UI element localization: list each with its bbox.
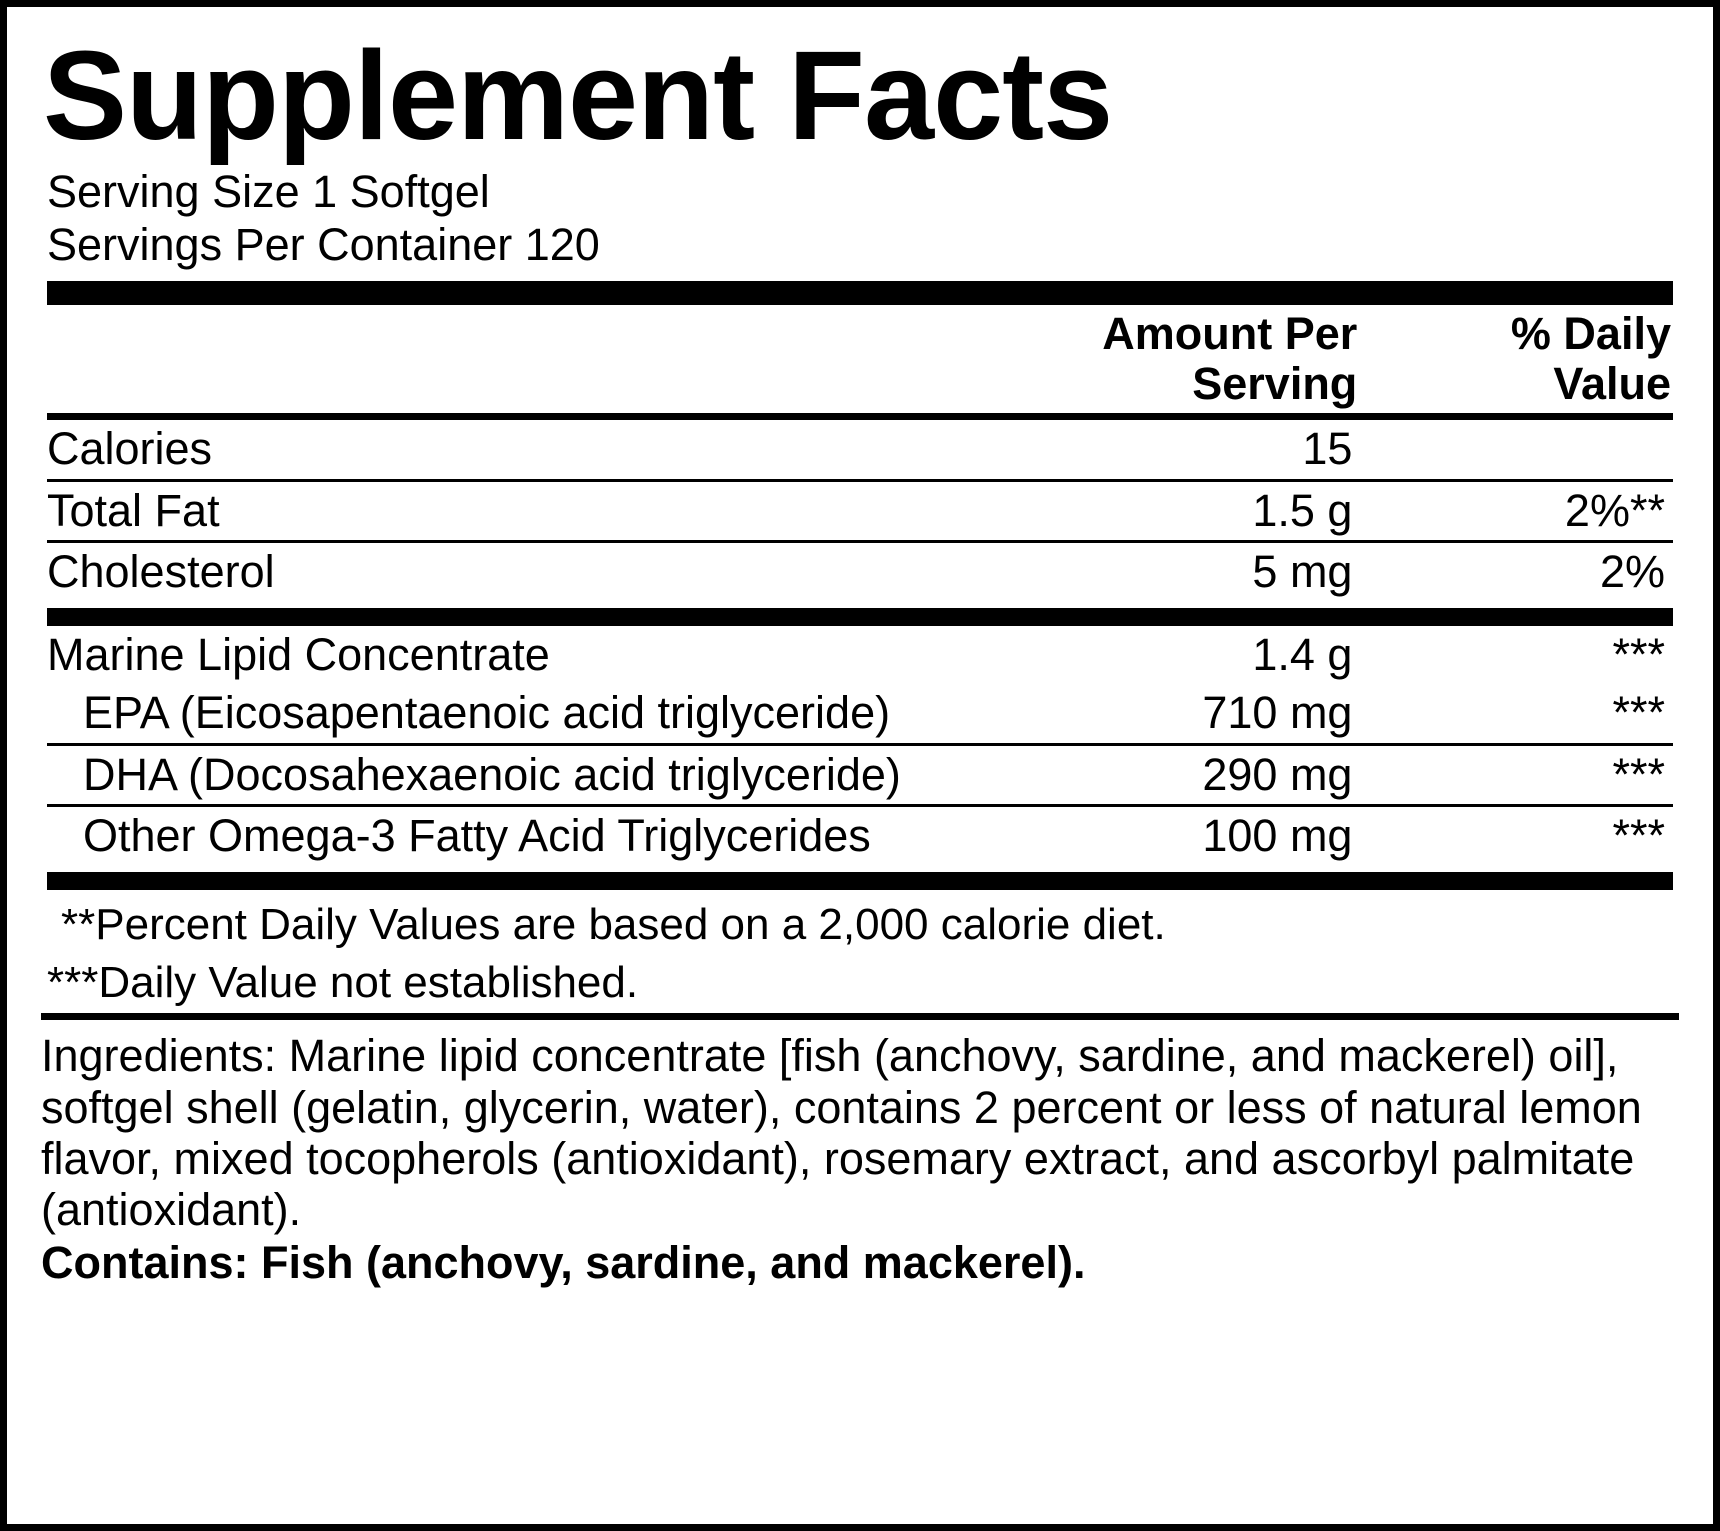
ingredients-section (41, 1013, 1679, 1288)
row-amount-dha: 290 mg (923, 744, 1378, 806)
divider-thick-middle (47, 608, 1673, 626)
row-dv-epa: *** (1378, 684, 1673, 744)
facts-table-top (47, 420, 1673, 602)
table-row (47, 744, 1673, 806)
row-dv-marine-lipid-concentrate: *** (1612, 628, 1665, 680)
table-header-row (47, 305, 1673, 417)
table-row (47, 806, 1673, 866)
divider-thick-bottom (47, 872, 1673, 890)
row-label-other-omega3: Other Omega-3 Fatty Acid Triglycerides (83, 810, 871, 862)
contains-allergens-text: Contains: Fish (anchovy, sardine, and mackerel). (41, 1237, 1086, 1289)
row-dv-calories (1378, 420, 1673, 480)
servings-per-container-text: Servings Per Container 120 (47, 219, 600, 271)
row-amount-epa: 710 mg (923, 684, 1378, 744)
table-row (47, 684, 1673, 744)
divider-thick-top (47, 281, 1673, 305)
row-label-total-fat: Total Fat (47, 480, 923, 542)
panel-inner (35, 25, 1685, 1289)
header-blank (47, 305, 926, 417)
row-label-dha: DHA (Docosahexaenoic acid triglyceride) (47, 744, 923, 806)
footnote-daily-value-not-established: ***Daily Value not established. (47, 958, 639, 1008)
footnote-percent-daily-values: **Percent Daily Values are based on a 2,000 calorie diet. (61, 899, 1166, 949)
page-title: Supplement Facts (43, 25, 1113, 166)
row-amount-marine-lipid-concentrate: 1.4 g (1252, 628, 1353, 680)
row-dv-other-omega3: *** (1612, 810, 1665, 862)
table-row (47, 626, 1673, 685)
table-row (47, 480, 1673, 542)
row-amount-cholesterol: 5 mg (1252, 546, 1353, 598)
serving-size-text: Serving Size 1 Softgel (47, 166, 490, 217)
row-amount-total-fat: 1.5 g (923, 480, 1378, 542)
row-label-epa: EPA (Eicosapentaenoic acid triglyceride) (47, 684, 923, 744)
row-label-cholesterol: Cholesterol (47, 546, 275, 598)
row-label-calories: Calories (47, 420, 923, 480)
header-amount-per-serving: Amount Per Serving (926, 305, 1383, 417)
row-dv-total-fat: 2%** (1378, 480, 1673, 542)
footnotes (47, 896, 1673, 1014)
ingredients-text: Ingredients: Marine lipid concentrate [fish (anchovy, sardine, and mackerel) oil], softgel shell (gelatin, glycerin, water), contains 2 percent or less of natural lemon flavor, mixed tocopherols (antioxidant), rosemary extract, and ascorbyl palmitate (antioxidant). (41, 1030, 1642, 1236)
header-daily-value: % Daily Value (1383, 305, 1673, 417)
facts-table-header (47, 305, 1673, 420)
table-row (47, 420, 1673, 480)
row-dv-dha: *** (1378, 744, 1673, 806)
facts-table-bottom (47, 626, 1673, 866)
row-amount-calories: 15 (923, 420, 1378, 480)
table-row (47, 542, 1673, 602)
row-label-marine-lipid-concentrate: Marine Lipid Concentrate (47, 628, 550, 680)
row-amount-other-omega3: 100 mg (1202, 810, 1353, 862)
row-dv-cholesterol: 2% (1599, 546, 1665, 598)
